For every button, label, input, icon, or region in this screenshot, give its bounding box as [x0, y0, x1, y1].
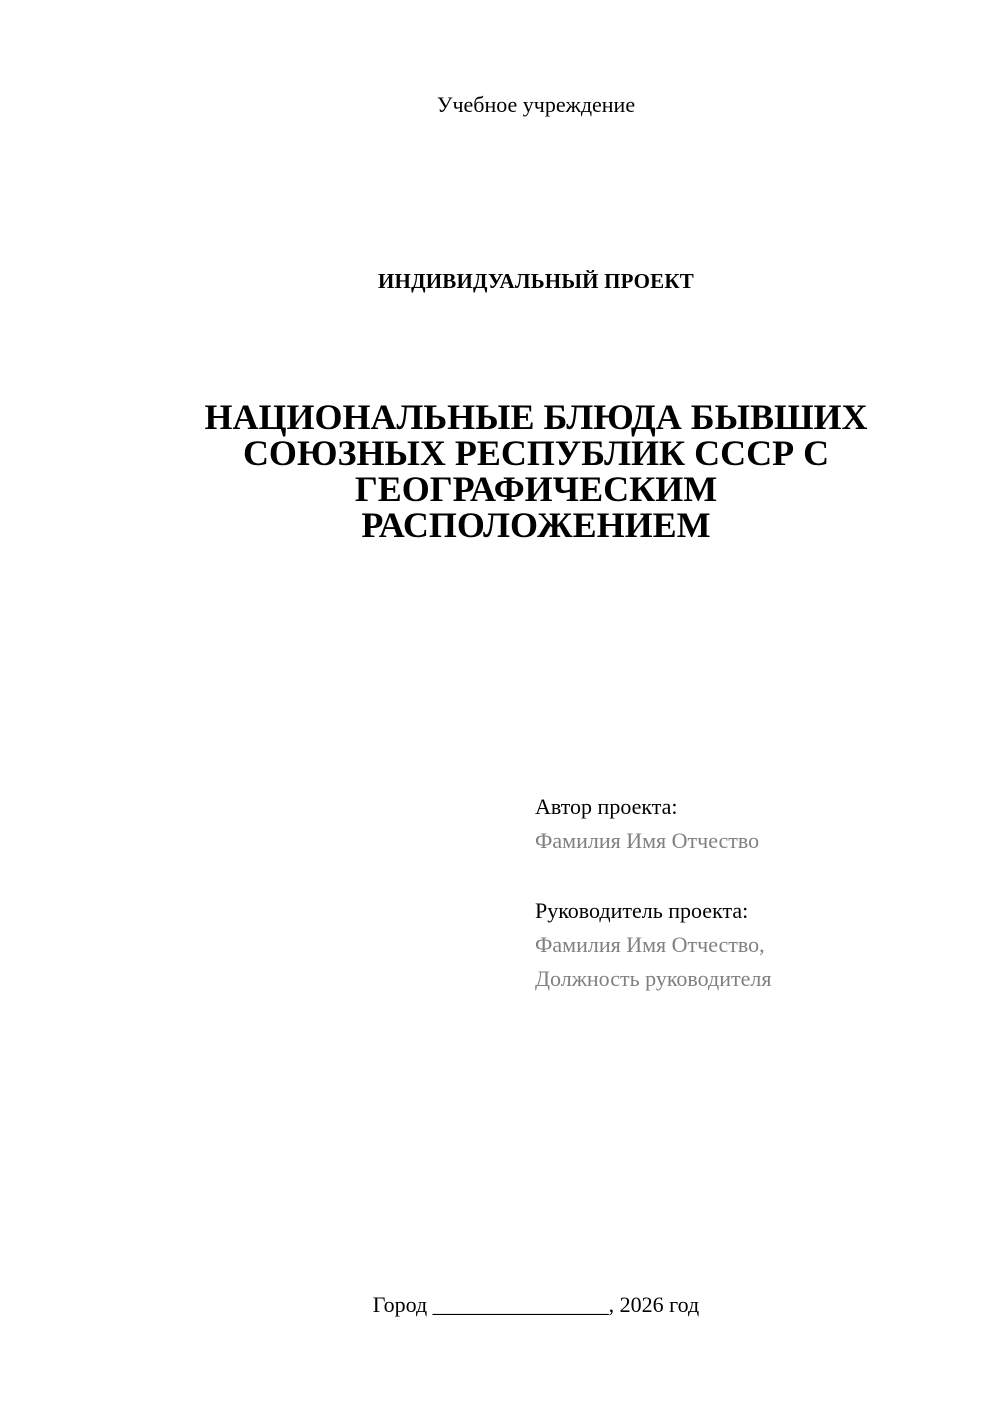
project-title: [0, 399, 1000, 543]
document-type: ИНДИВИДУАЛЬНЫЙ ПРОЕКТ: [378, 269, 694, 293]
supervisor-name: Фамилия Имя Отчество,: [535, 932, 765, 957]
author-name: Фамилия Имя Отчество: [535, 828, 760, 853]
supervisor-position: Должность руководителя: [535, 966, 772, 991]
meta-spacer: [535, 858, 975, 894]
institution-name: Учебное учреждение: [436, 92, 636, 117]
title-line: СОЮЗНЫХ РЕСПУБЛИК СССР С: [242, 433, 830, 473]
supervisor-label: Руководитель проекта:: [535, 898, 749, 923]
city-year-line: Город ________________, 2026 год: [372, 1292, 700, 1317]
title-line: РАСПОЛОЖЕНИЕМ: [361, 505, 711, 545]
project-meta: [535, 790, 975, 996]
author-label: Автор проекта:: [535, 794, 678, 819]
title-line: НАЦИОНАЛЬНЫЕ БЛЮДА БЫВШИХ: [204, 397, 868, 437]
title-line: ГЕОГРАФИЧЕСКИМ: [354, 469, 718, 509]
